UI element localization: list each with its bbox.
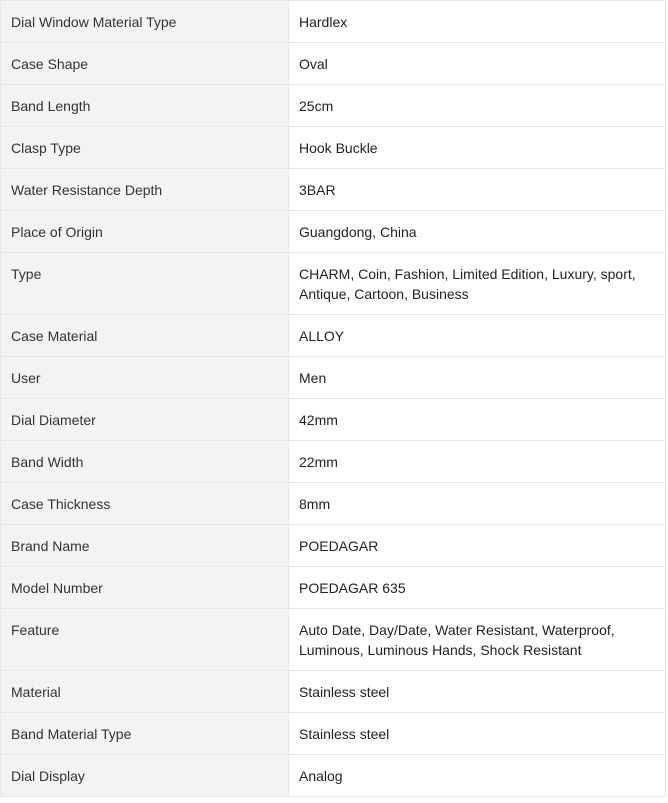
spec-value: POEDAGAR 635 [289, 567, 666, 609]
spec-value: 42mm [289, 399, 666, 441]
spec-label: Place of Origin [1, 211, 289, 253]
spec-row [1, 357, 666, 399]
spec-value: Stainless steel [289, 713, 666, 755]
spec-row [1, 399, 666, 441]
spec-label: Clasp Type [1, 127, 289, 169]
spec-label: Material [1, 671, 289, 713]
spec-label: Dial Window Material Type [1, 1, 289, 43]
spec-label: Case Material [1, 315, 289, 357]
spec-row [1, 85, 666, 127]
spec-label: Band Length [1, 85, 289, 127]
spec-row [1, 127, 666, 169]
spec-value: 22mm [289, 441, 666, 483]
spec-value: Hardlex [289, 1, 666, 43]
spec-row [1, 43, 666, 85]
spec-label: Brand Name [1, 525, 289, 567]
spec-value: ALLOY [289, 315, 666, 357]
spec-label: Dial Diameter [1, 399, 289, 441]
spec-row [1, 483, 666, 525]
spec-row [1, 315, 666, 357]
spec-value: Stainless steel [289, 671, 666, 713]
spec-label: Feature [1, 609, 289, 671]
spec-row [1, 713, 666, 755]
spec-value: 25cm [289, 85, 666, 127]
spec-label: Band Material Type [1, 713, 289, 755]
spec-row [1, 525, 666, 567]
spec-value: Analog [289, 755, 666, 797]
spec-value: 3BAR [289, 169, 666, 211]
spec-value: POEDAGAR [289, 525, 666, 567]
spec-value: Men [289, 357, 666, 399]
spec-value: Oval [289, 43, 666, 85]
spec-label: Case Thickness [1, 483, 289, 525]
spec-row [1, 567, 666, 609]
spec-value: Guangdong, China [289, 211, 666, 253]
spec-value: 8mm [289, 483, 666, 525]
spec-row [1, 441, 666, 483]
spec-row [1, 253, 666, 315]
spec-row [1, 609, 666, 671]
spec-label: User [1, 357, 289, 399]
spec-row [1, 211, 666, 253]
spec-label: Case Shape [1, 43, 289, 85]
spec-value: Auto Date, Day/Date, Water Resistant, Waterproof, Luminous, Luminous Hands, Shock Resistant [289, 609, 666, 671]
spec-row [1, 671, 666, 713]
spec-row [1, 1, 666, 43]
spec-row [1, 755, 666, 797]
spec-label: Type [1, 253, 289, 315]
spec-label: Dial Display [1, 755, 289, 797]
spec-label: Model Number [1, 567, 289, 609]
spec-label: Band Width [1, 441, 289, 483]
spec-value: Hook Buckle [289, 127, 666, 169]
spec-row [1, 169, 666, 211]
spec-label: Water Resistance Depth [1, 169, 289, 211]
spec-value: CHARM, Coin, Fashion, Limited Edition, Luxury, sport, Antique, Cartoon, Business [289, 253, 666, 315]
